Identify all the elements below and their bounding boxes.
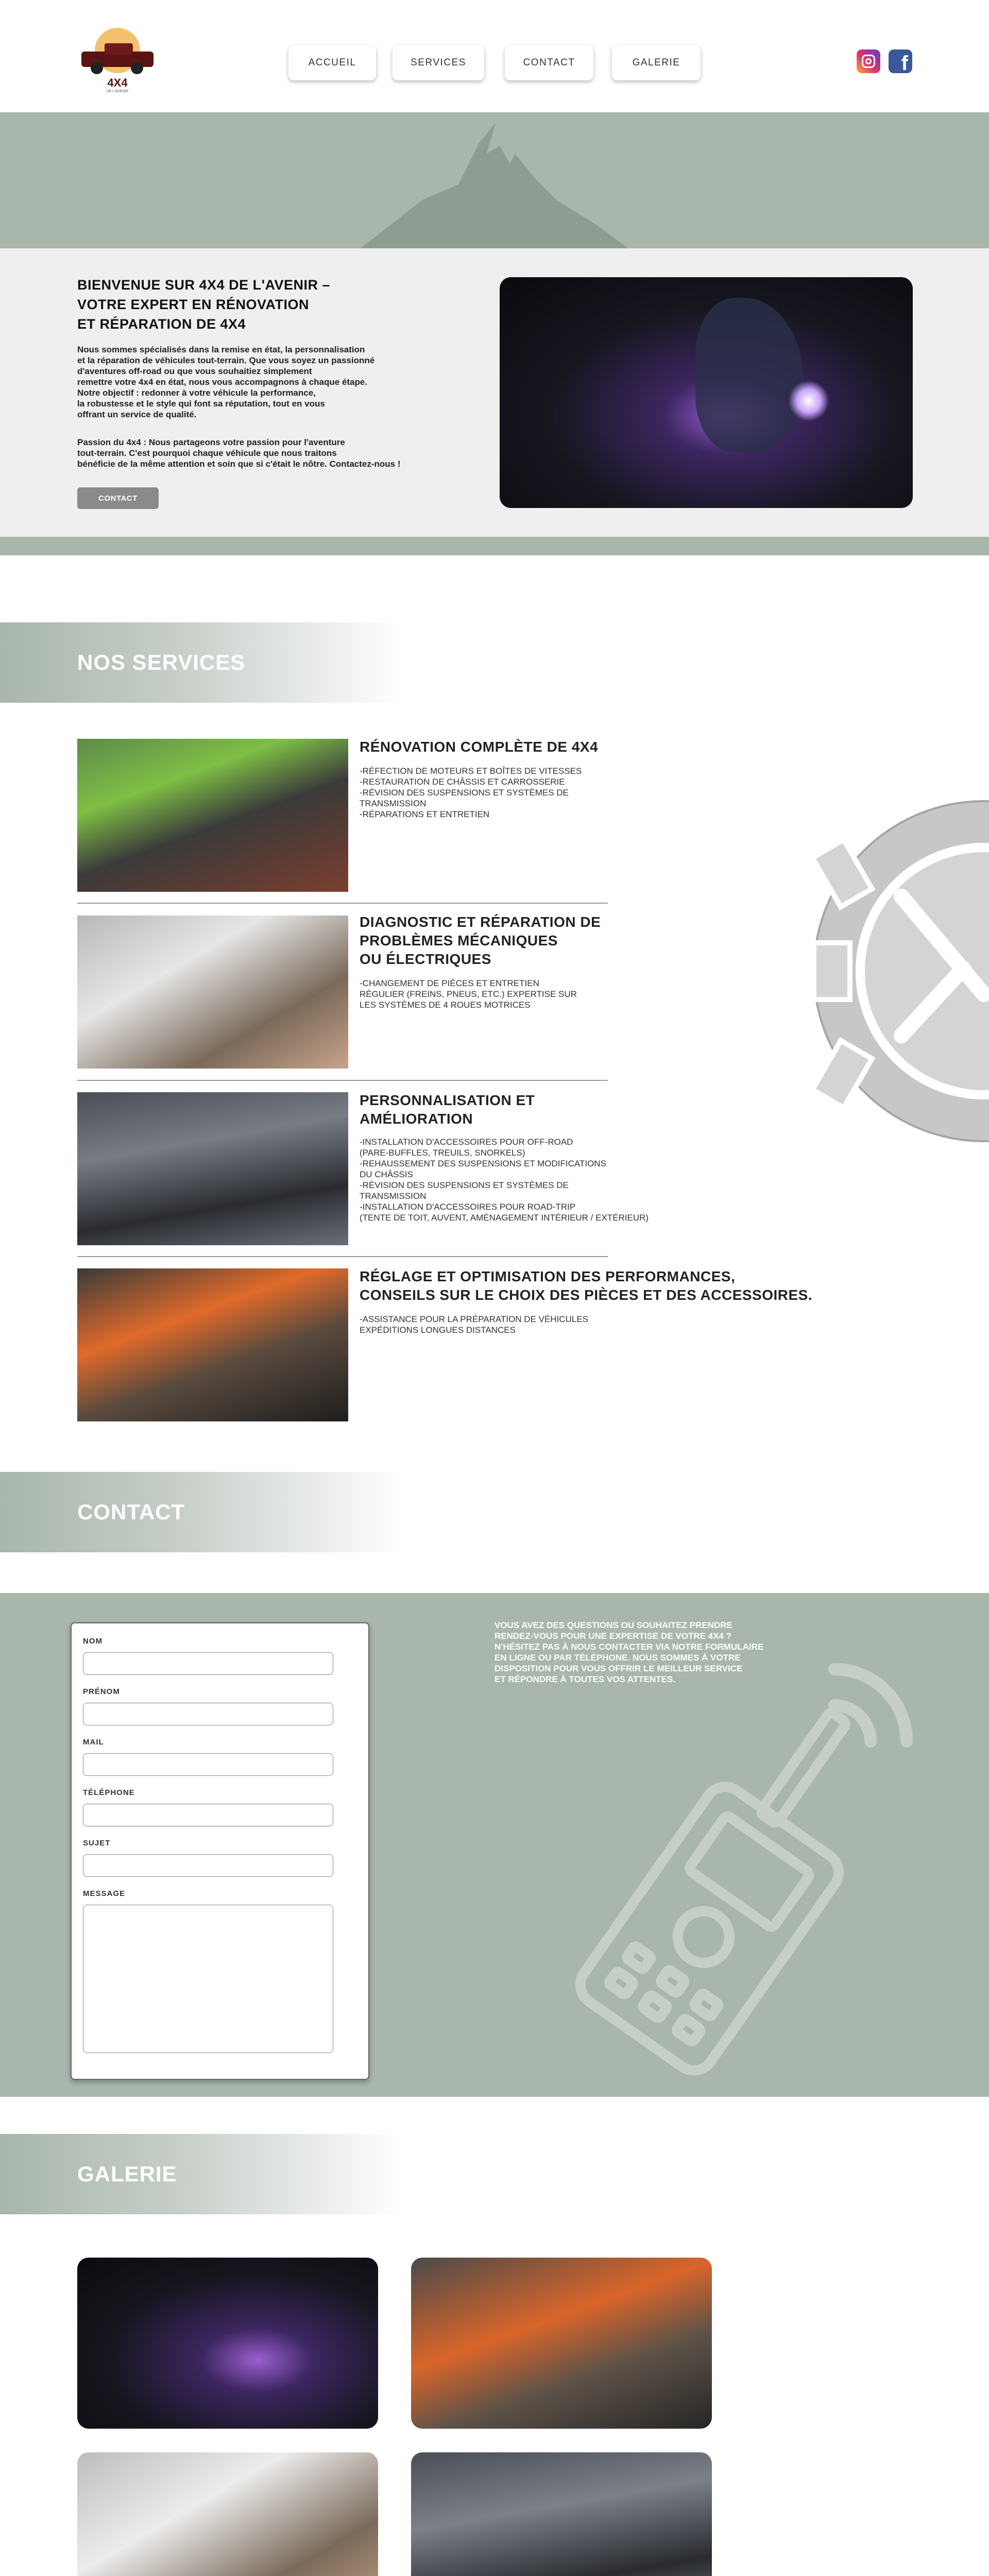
service-photo-personnalisation (77, 1092, 348, 1245)
label-mail: MAIL (83, 1738, 104, 1747)
service-list-personnalisation: -INSTALLATION D'ACCESSOIRES POUR OFF-ROAD (PARE-BUFFLES, TREUILS, SNORKELS) -REHAUSSEMENT DES SUSPENSIONS ET MODIFICATIONS DU CHÂSSIS -RÉVISION DES SUSPENSIONS ET SYSTÈMES DE TRANSMISSION -INSTALLATION D'ACCESSOIRES POUR ROAD-TRIP (TENTE DE TOIT, AUVENT, AMÉNAGEMENT INTÉRIEUR / EXTÉRIEUR) (360, 1137, 649, 1223)
contact-button[interactable]: CONTACT (77, 487, 159, 509)
gallery-photo-diagnostic[interactable] (77, 2452, 378, 2576)
gallery-photo-4x4[interactable] (411, 2452, 712, 2576)
site-header (0, 0, 989, 112)
intro-bottom-band (0, 537, 989, 555)
services-heading-banner (0, 622, 402, 703)
hero-band (0, 112, 989, 248)
logo-subtitle: DE L'AVENIR (106, 90, 129, 93)
service-title-personnalisation: PERSONNALISATION ET AMÉLIORATION (360, 1092, 535, 1127)
contact-heading: CONTACT (77, 1500, 185, 1524)
nav-accueil[interactable]: ACCUEIL (288, 45, 376, 80)
services-heading: NOS SERVICES (77, 650, 246, 674)
service-photo-reglage (77, 1268, 348, 1421)
gallery-photo-welding[interactable] (77, 2258, 378, 2429)
galerie-heading: GALERIE (77, 2162, 177, 2186)
label-prenom: PRÉNOM (83, 1687, 120, 1696)
label-telephone: TÉLÉPHONE (83, 1788, 135, 1797)
logo[interactable] (76, 26, 159, 93)
nom-input[interactable] (83, 1652, 333, 1675)
service-photo-renovation (77, 739, 348, 892)
service-divider (77, 1256, 608, 1257)
intro-title: BIENVENUE SUR 4X4 DE L'AVENIR – VOTRE EXPERT EN RÉNOVATION ET RÉPARATION DE 4X4 (77, 277, 331, 332)
intro-paragraph-2: Passion du 4x4 : Nous partageons votre passion pour l'aventure tout-terrain. C'est pourquoi chaque véhicule que nous traitons bénéficie de la même attention et soin que si c'était le nôtre. Contactez-nous ! (77, 437, 401, 469)
service-photo-diagnostic (77, 916, 348, 1069)
service-title-diagnostic: DIAGNOSTIC ET RÉPARATION DE PROBLÈMES MÉCANIQUES OU ÉLECTRIQUES (360, 914, 601, 967)
message-textarea[interactable] (83, 1905, 333, 2053)
service-divider (77, 1080, 608, 1081)
telephone-input[interactable] (83, 1804, 333, 1826)
service-list-diagnostic: -CHANGEMENT DE PIÈCES ET ENTRETIEN RÉGULIER (FREINS, PNEUS, ETC.) EXPERTISE SUR LES SYSTÈMES DE 4 ROUES MOTRICES (360, 978, 577, 1010)
service-title-reglage: RÉGLAGE ET OPTIMISATION DES PERFORMANCES, CONSEILS SUR LE CHOIX DES PIÈCES ET DES ACCESSOIRES. (360, 1268, 813, 1303)
gallery-photo-engine[interactable] (411, 2258, 712, 2429)
label-sujet: SUJET (83, 1839, 111, 1848)
contact-text: VOUS AVEZ DES QUESTIONS OU SOUHAITEZ PRENDRE RENDEZ-VOUS POUR UNE EXPERTISE DE VOTRE 4X4 ? N'HÉSITEZ PAS À NOUS CONTACTER VIA NOTRE FORMULAIRE EN LIGNE OU PAR TÉLÉPHONE. NOUS SOMMES À VOTRE DISPOSITION POUR VOUS OFFRIR LE MEILLEUR SERVICE ET RÉPONDRE À TOUTES VOS ATTENTES. (494, 1620, 764, 1684)
logo-text: 4X4 (107, 76, 128, 89)
galerie-heading-banner (0, 2134, 402, 2214)
facebook-icon[interactable]: f (889, 49, 912, 73)
prenom-input[interactable] (83, 1703, 333, 1725)
contact-form (71, 1622, 369, 2080)
gear-wrench-icon (742, 726, 989, 1216)
contact-heading-banner (0, 1472, 402, 1552)
sujet-input[interactable] (83, 1854, 333, 1877)
label-nom: NOM (83, 1637, 103, 1646)
service-list-reglage: -ASSISTANCE POUR LA PRÉPARATION DE VÉHICULES EXPÉDITIONS LONGUES DISTANCES (360, 1314, 588, 1335)
instagram-icon[interactable] (857, 49, 880, 73)
walkie-talkie-icon (546, 1638, 937, 2081)
nav-services[interactable]: SERVICES (393, 45, 484, 80)
label-message: MESSAGE (83, 1889, 126, 1898)
hero-welding-photo (500, 277, 913, 508)
mail-input[interactable] (83, 1753, 333, 1776)
service-list-renovation: -RÉFECTION DE MOTEURS ET BOÎTES DE VITESSES -RESTAURATION DE CHÂSSIS ET CARROSSERIE -RÉVISION DES SUSPENSIONS ET SYSTÈMES DE TRANSMISSION -RÉPARATIONS ET ENTRETIEN (360, 766, 582, 819)
nav-galerie[interactable]: GALERIE (612, 45, 701, 80)
service-divider (77, 903, 608, 904)
mountain-icon (361, 123, 628, 248)
nav-contact[interactable]: CONTACT (505, 45, 593, 80)
service-title-renovation: RÉNOVATION COMPLÈTE DE 4X4 (360, 739, 599, 755)
intro-paragraph-1: Nous sommes spécialisés dans la remise en état, la personnalisation et la réparation de véhicules tout-terrain. Que vous soyez un passionné d'aventures off-road ou que vous souhaitiez simplement remettre votre 4x4 en état, nous vous accompagnons à chaque étape. Notre objectif : redonner à votre véhicule la performance, la robustesse et le style qui font sa réputation, tout en vous offrant un service de qualité. (77, 345, 375, 419)
